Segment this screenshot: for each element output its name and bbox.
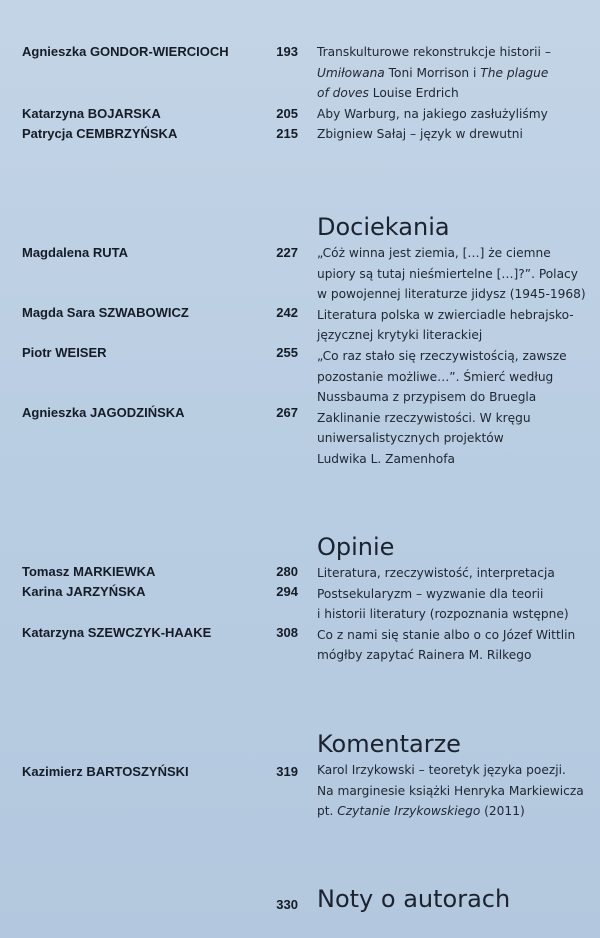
article-title: uniwersalistycznych projektów <box>317 431 504 446</box>
article-title: „Co raz stało się rzeczywistością, zawsze <box>317 348 567 363</box>
article-title: mógłby zapytać Rainera M. Rilkego <box>317 648 532 663</box>
toc-author-entry <box>22 764 298 779</box>
toc-author-entry <box>22 405 298 420</box>
article-title: Aby Warburg, na jakiego zasłużyliśmy <box>317 106 548 121</box>
article-title: i historii literatury (rozpoznania wstępne) <box>317 607 569 622</box>
article-title: w powojennej literaturze jidysz (1945-1968) <box>317 287 586 302</box>
section-heading: Dociekania <box>317 213 450 241</box>
article-title: Transkulturowe rekonstrukcje historii – <box>317 45 551 59</box>
page-number: 227 <box>276 245 298 260</box>
page-number: 319 <box>276 764 298 779</box>
page-number: 267 <box>276 405 298 420</box>
toc-notes-entry <box>22 897 298 912</box>
author-name: Magdalena RUTA <box>22 245 128 260</box>
author-name: Agnieszka GONDOR-WIERCIOCH <box>22 44 229 59</box>
section-heading: Noty o autorach <box>317 885 511 913</box>
article-title: pozostanie możliwe…”. Śmierć według <box>317 369 554 384</box>
toc-author-entry <box>22 625 298 640</box>
author-name: Kazimierz BARTOSZYŃSKI <box>22 764 189 779</box>
page-number: 294 <box>276 584 298 599</box>
article-title: Postsekularyzm – wyzwanie dla teorii <box>317 586 544 601</box>
article-title-cont: pt. Czytanie Irzykowskiego (2011) <box>317 804 525 819</box>
author-name: Karina JARZYŃSKA <box>22 584 146 599</box>
article-title: Literatura polska w zwierciadle hebrajsko- <box>317 307 574 322</box>
section-komentarze <box>317 729 600 822</box>
toc-author-entry <box>22 245 298 260</box>
article-title: „Cóż winna jest ziemia, […] że ciemne <box>317 246 551 260</box>
author-name: Piotr WEISER <box>22 345 107 360</box>
article-title: Ludwika L. Zamenhofa <box>317 451 455 466</box>
section-heading: Opinie <box>317 533 395 561</box>
article-title-cont: Umiłowana Toni Morrison i The plague <box>317 65 549 80</box>
section-noty <box>317 884 600 915</box>
article-title: Literatura, rzeczywistość, interpretacja <box>317 566 555 580</box>
page-number: 205 <box>276 106 298 121</box>
article-title-cont: of doves Louise Erdrich <box>317 86 459 101</box>
article-title: Karol Irzykowski – teoretyk języka poezji. <box>317 763 566 777</box>
page-number: 215 <box>276 126 298 141</box>
page-number: 280 <box>276 564 298 579</box>
section-dociekania <box>317 212 600 470</box>
article-title: Co z nami się stanie albo o co Józef Wittlin <box>317 627 576 642</box>
toc-author-entry <box>22 305 298 320</box>
article-title: upiory są tutaj nieśmiertelne […]?”. Polacy <box>317 266 578 281</box>
section-heading: Komentarze <box>317 730 461 758</box>
toc-author-entry <box>22 564 298 579</box>
author-name: Patrycja CEMBRZYŃSKA <box>22 126 178 141</box>
toc-author-entry <box>22 584 298 599</box>
page-number: 308 <box>276 625 298 640</box>
author-name: Tomasz MARKIEWKA <box>22 564 156 579</box>
toc-author-entry <box>22 126 298 141</box>
page-number: 255 <box>276 345 298 360</box>
toc-author-entry <box>22 345 298 360</box>
article-title: Na marginesie książki Henryka Markiewicza <box>317 783 584 798</box>
toc-intro-titles <box>317 42 600 145</box>
toc-author-entry <box>22 44 298 59</box>
toc-author-entry <box>22 106 298 121</box>
page-number: 193 <box>276 44 298 59</box>
article-title: Zaklinanie rzeczywistości. W kręgu <box>317 410 531 425</box>
article-title: Nussbauma z przypisem do Bruegla <box>317 390 537 405</box>
page-number: 242 <box>276 305 298 320</box>
article-title: Zbigniew Sałaj – język w drewutni <box>317 127 523 142</box>
page-number: 330 <box>276 897 298 912</box>
author-name: Katarzyna SZEWCZYK-HAAKE <box>22 625 212 640</box>
author-name: Agnieszka JAGODZIŃSKA <box>22 405 185 420</box>
article-title: języcznej krytyki literackiej <box>317 328 483 343</box>
author-name: Magda Sara SZWABOWICZ <box>22 305 189 320</box>
section-opinie <box>317 532 600 666</box>
author-name: Katarzyna BOJARSKA <box>22 106 161 121</box>
